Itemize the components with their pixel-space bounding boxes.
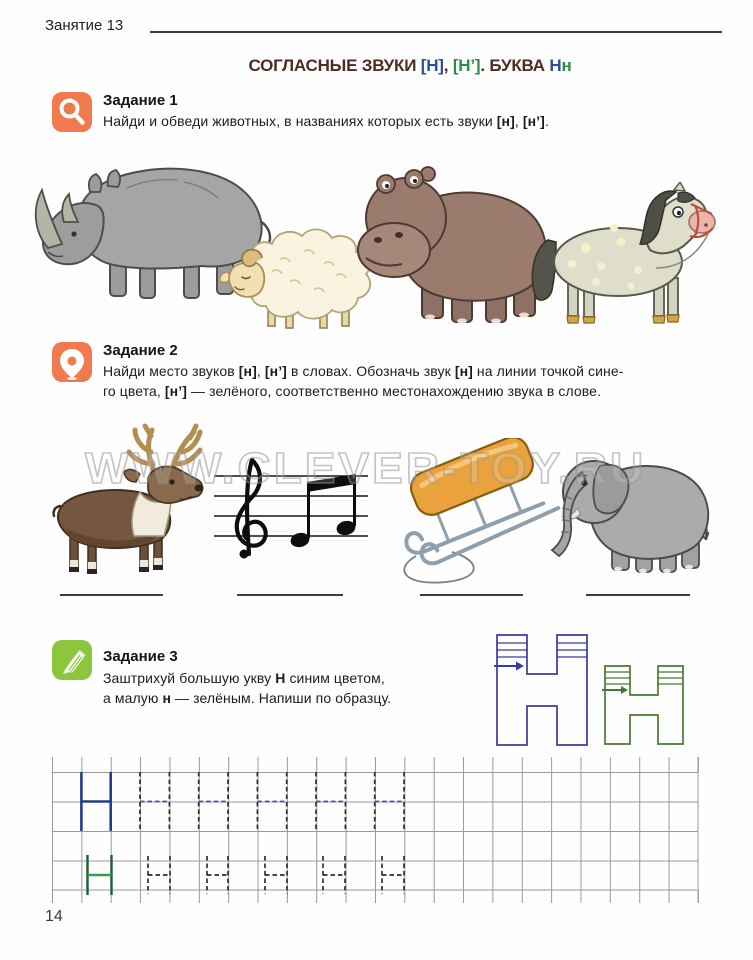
page-title: СОГЛАСНЫЕ ЗВУКИ [Н], [Н’]. БУКВА Нн [248, 56, 572, 75]
task1-label: Задание 1 [103, 92, 178, 109]
task2-instructions-line2: го цвета, [н’] — зелёного, соответственно местонахождению звука в слове. [103, 383, 602, 399]
stroke-direction-arrow [602, 686, 628, 694]
lesson-label: Занятие 13 [45, 17, 124, 34]
letter-template-H-uppercase[interactable] [492, 630, 592, 750]
sled-rope [404, 552, 474, 583]
task2-instructions-line1: Найди место звуков [н], [н’] в словах. Обозначь звук [н] на линии точкой сине- [103, 363, 624, 379]
horse-tail [532, 240, 556, 300]
pencil-icon [52, 640, 92, 680]
task3-label: Задание 3 [103, 648, 178, 665]
stroke-direction-arrow [494, 662, 524, 671]
letter-template-n-lowercase[interactable] [601, 662, 687, 748]
page-number: 14 [45, 908, 63, 925]
task1-instructions: Найди и обведи животных, в названиях которых есть звуки [н], [н’]. [103, 113, 549, 129]
answer-line[interactable] [586, 594, 690, 596]
answer-line[interactable] [420, 594, 523, 596]
header-rule [150, 31, 722, 33]
watermark: WWW.CLEVER-TOY.RU [85, 443, 647, 493]
task3-instructions-line1: Заштрихуй большую укву Н синим цветом, [103, 670, 385, 686]
magnifier-icon [52, 92, 92, 132]
answer-line[interactable] [60, 594, 163, 596]
answer-line[interactable] [237, 594, 343, 596]
horse-image[interactable] [526, 182, 716, 324]
location-pin-icon [52, 342, 92, 382]
task2-label: Задание 2 [103, 342, 178, 359]
task3-instructions-line2: а малую н — зелёным. Напиши по образцу. [103, 690, 392, 706]
writing-grid[interactable] [40, 750, 720, 910]
